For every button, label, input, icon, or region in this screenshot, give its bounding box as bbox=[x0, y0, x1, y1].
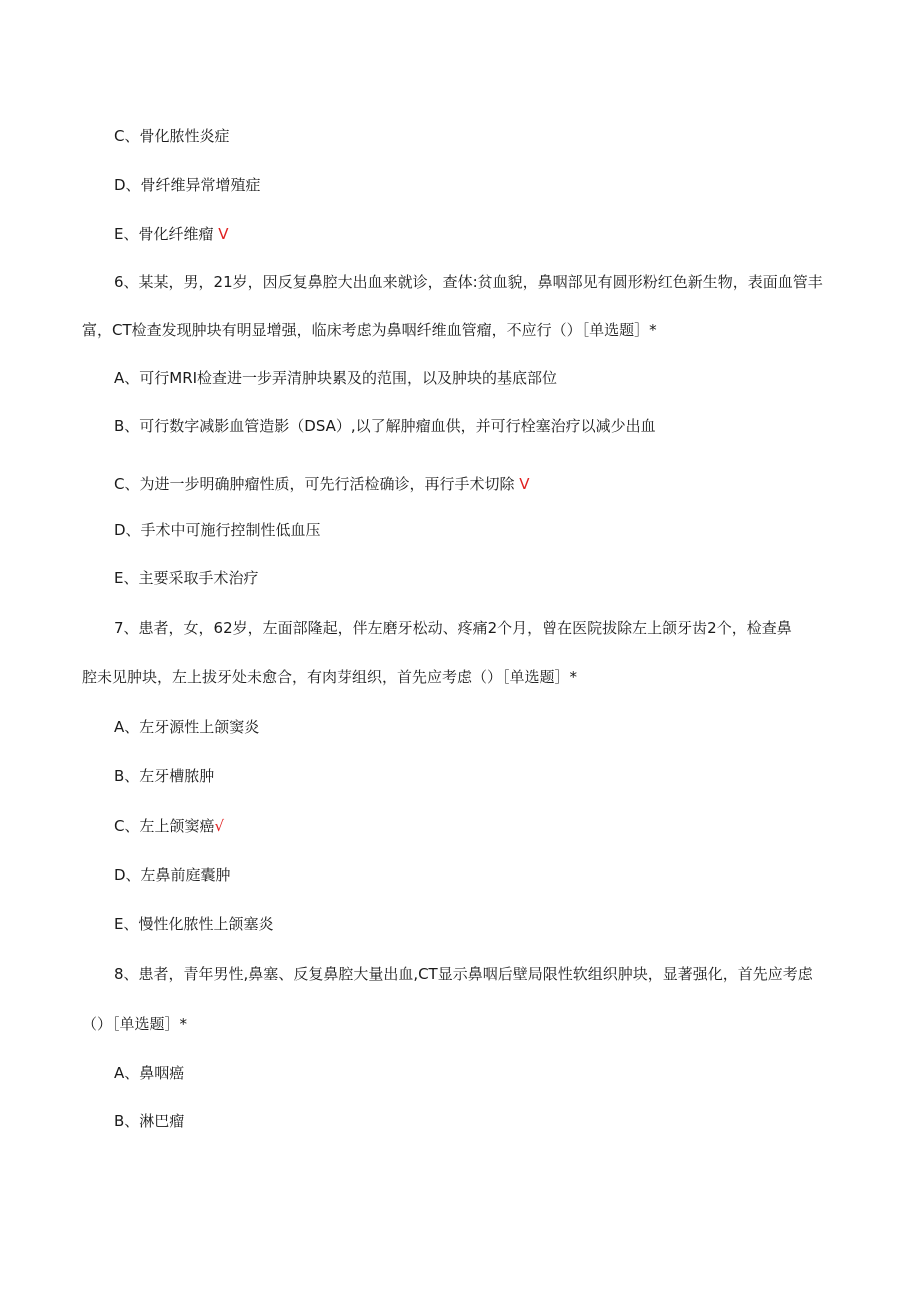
option-line: E、慢性化脓性上颌塞炎 bbox=[114, 915, 274, 933]
question-text: 8、患者，青年男性,鼻塞、反复鼻腔大量出血,CT显示鼻咽后壁局限性软组织肿块，显著强化，首先应考虑 bbox=[114, 965, 813, 983]
option-line: C、左上颌窦癌√ bbox=[114, 817, 225, 835]
correct-mark: V bbox=[519, 475, 530, 493]
correct-mark: V bbox=[218, 225, 229, 243]
option-line: E、主要采取手术治疗 bbox=[114, 569, 259, 587]
question-text: 6、某某，男，21岁，因反复鼻腔大出血来就诊，查体:贫血貌，鼻咽部见有圆形粉红色新生物，表面血管丰 bbox=[114, 273, 823, 291]
option-line: B、可行数字减影血管造影（DSA）,以了解肿瘤血供，并可行栓塞治疗以减少出血 bbox=[114, 417, 656, 435]
question-text: （）［单选题］* bbox=[82, 1015, 188, 1033]
option-line: B、淋巴瘤 bbox=[114, 1112, 185, 1130]
option-line: D、左鼻前庭囊肿 bbox=[114, 866, 231, 884]
correct-mark: √ bbox=[214, 817, 225, 835]
option-line: C、骨化脓性炎症 bbox=[114, 127, 230, 145]
question-text: 富，CT检查发现肿块有明显增强，临床考虑为鼻咽纤维血管瘤，不应行（）［单选题］* bbox=[82, 321, 657, 339]
option-line: A、鼻咽癌 bbox=[114, 1064, 185, 1082]
option-line: B、左牙槽脓肿 bbox=[114, 767, 215, 785]
option-line: A、左牙源性上颌窦炎 bbox=[114, 718, 260, 736]
option-line: E、骨化纤维瘤 V bbox=[114, 225, 229, 243]
option-line: C、为进一步明确肿瘤性质，可先行活检确诊，再行手术切除 V bbox=[114, 475, 530, 493]
option-line: D、骨纤维异常增殖症 bbox=[114, 176, 261, 194]
question-text: 7、患者，女，62岁，左面部隆起，伴左磨牙松动、疼痛2个月，曾在医院拔除左上颌牙齿2个，检查鼻 bbox=[114, 619, 792, 637]
question-text: 腔未见肿块，左上拔牙处未愈合，有肉芽组织，首先应考虑（）［单选题］* bbox=[82, 668, 578, 686]
option-line: D、手术中可施行控制性低血压 bbox=[114, 521, 321, 539]
option-line: A、可行MRI检查进一步弄清肿块累及的范围，以及肿块的基底部位 bbox=[114, 369, 558, 387]
